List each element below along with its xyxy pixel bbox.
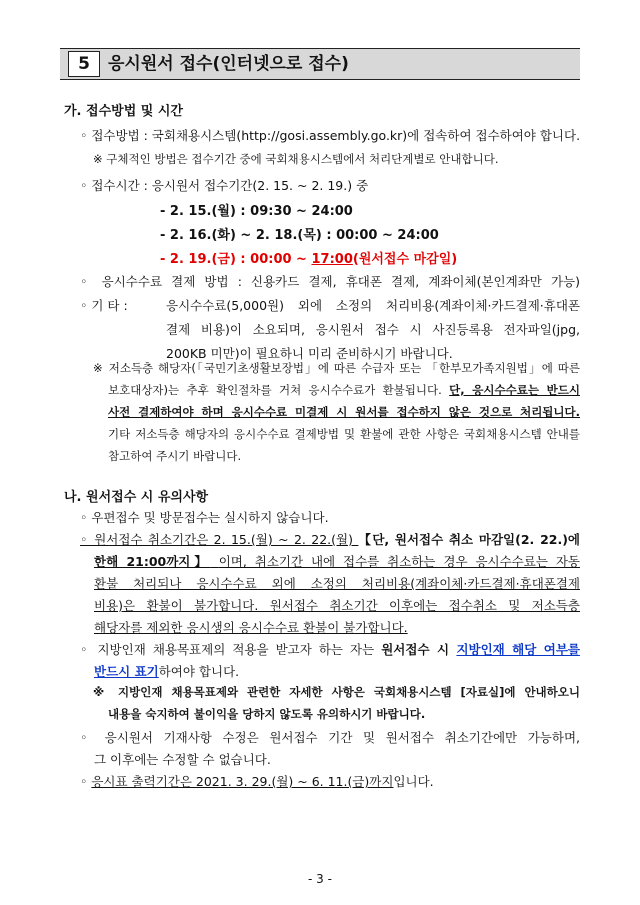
b3-line-1: ◦ 지방인재 채용목표제의 적용을 받고자 하는 자는 원서접수 시 지방인재 해당 여부를: [80, 642, 580, 657]
b1-line: ◦ 우편접수 및 방문접수는 실시하지 않습니다.: [80, 510, 329, 525]
time-day2: - 2. 16.(화) ~ 2. 18.(목) : 00:00 ~ 24:00: [160, 228, 439, 243]
other-line-2: 결제 비용)이 소요되며, 응시원서 접수 시 사진등록용 전자파일(jpg,: [166, 322, 580, 337]
b3-note-line-2: 내용을 숙지하여 불이익을 당하지 않도록 유의하시기 바랍니다.: [108, 707, 426, 721]
other-line-1: 응시수수료(5,000원) 외에 소정의 처리비용(계좌이체·카드결제·휴대폰: [166, 298, 580, 313]
b5-line: ◦ 응시표 출력기간은 2021. 3. 29.(월) ~ 6. 11.(금)까지입니다.: [80, 774, 434, 789]
part-a-heading: 가. 접수방법 및 시간: [64, 104, 183, 119]
section-header: [60, 48, 580, 80]
b2-line-2: 한해 21:00까지】 이며, 취소기간 내에 접수를 취소하는 경우 응시수수료는 자동: [94, 554, 580, 569]
b3-line-2: 반드시 표기하여야 합니다.: [94, 664, 240, 679]
page-number: - 3 -: [308, 872, 332, 886]
b2-line-4: 비용)은 환불이 불가합니다. 원서접수 취소기간 이후에는 접수취소 및 저소득층: [94, 598, 580, 613]
part-b-heading: 나. 원서접수 시 유의사항: [64, 490, 209, 505]
b2-line-3: 환불 처리되나 응시수수료 외에 소정의 처리비용(계좌이체·카드결제·휴대폰결제: [94, 576, 580, 591]
b3-note-line-1: ※ 지방인재 채용목표제와 관련한 자세한 사항은 국회채용시스템 [자료실]에 안내하오니: [93, 685, 580, 699]
low-income-line-4: 기타 저소득층 해당자의 응시수수료 결제방법 및 환불에 관한 사항은 국회채용시스템 안내를: [108, 427, 580, 441]
other-label: ◦ 기 타 :: [80, 298, 128, 313]
b4-line-2: 그 이후에는 수정할 수 없습니다.: [94, 752, 271, 767]
b2-line-5: 해당자를 제외한 응시생의 응시수수료 환불이 불가합니다.: [94, 620, 408, 635]
time-day1: - 2. 15.(월) : 09:30 ~ 24:00: [160, 204, 353, 219]
section-number: 5: [68, 51, 100, 77]
time-day3: - 2. 19.(금) : 00:00 ~ 17:00(원서접수 마감일): [160, 252, 458, 267]
section-title: 응시원서 접수(인터넷으로 접수): [108, 54, 349, 74]
method-line: ◦ 접수방법 : 국회채용시스템(http://gosi.assembly.go.kr)에 접속하여 접수하여야 합니다.: [80, 128, 581, 143]
other-line-3: 200KB 미만)이 필요하니 미리 준비하시기 바랍니다.: [166, 346, 453, 361]
b4-line-1: ◦ 응시원서 기재사항 수정은 원서접수 기간 및 원서접수 취소기간에만 가능하며,: [80, 730, 580, 745]
low-income-line-1: ※ 저소득층 해당자(「국민기초생활보장법」에 따른 수급자 또는 「한부모가족지원법」에 따른: [93, 361, 580, 375]
method-note: ※ 구체적인 방법은 접수기간 중에 국회채용시스템에서 처리단계별로 안내합니다.: [93, 152, 499, 166]
low-income-line-5: 참고하여 주시기 바랍니다.: [108, 449, 242, 463]
fee-method-line: ◦ 응시수수료 결제 방법 : 신용카드 결제, 휴대폰 결제, 계좌이체(본인계좌만 가능): [80, 274, 580, 289]
low-income-line-3: 사전 결제하여야 하며 응시수수료 미결제 시 원서를 접수하지 않은 것으로 처리됩니다.: [108, 405, 580, 419]
time-line: ◦ 접수시간 : 응시원서 접수기간(2. 15. ~ 2. 19.) 중: [80, 178, 369, 193]
low-income-line-2: 보호대상자)는 추후 확인절차를 거쳐 응시수수료가 환불됩니다. 단, 응시수수료는 반드시: [108, 383, 580, 397]
b2-line-1: ◦ 원서접수 취소기간은 2. 15.(월) ~ 2. 22.(월) 【단, 원서접수 취소 마감일(2. 22.)에: [80, 532, 581, 547]
